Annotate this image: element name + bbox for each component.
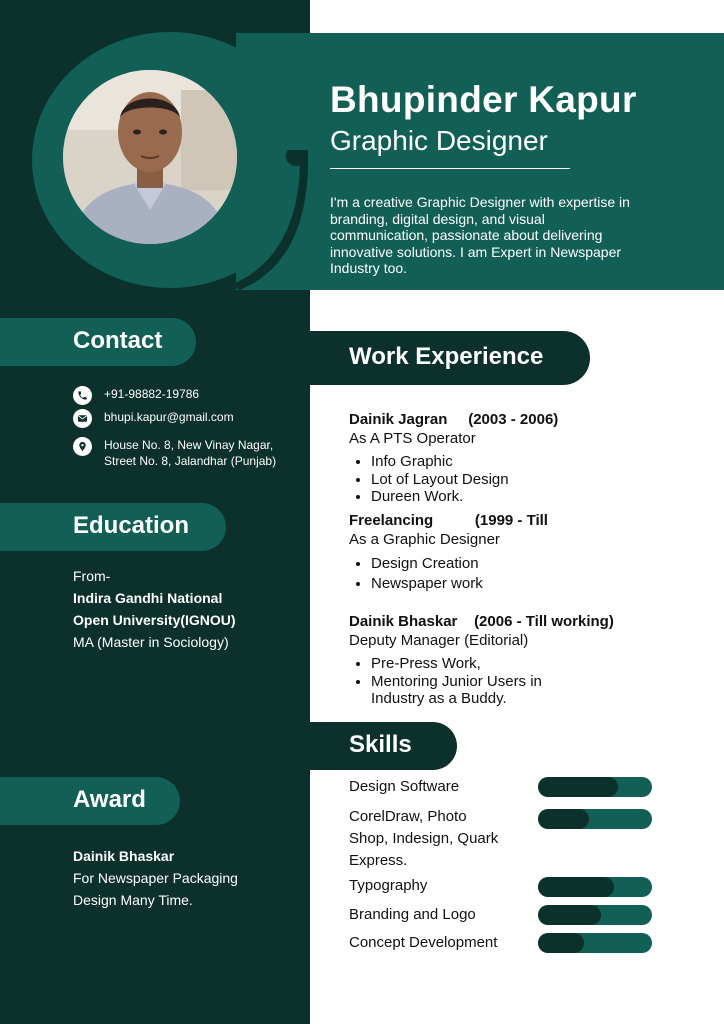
contact-phone-row — [73, 386, 199, 405]
skill-label: Branding and Logo — [349, 906, 476, 923]
skill-label: Concept Development — [349, 934, 498, 951]
job-period: (2003 - 2006) — [468, 411, 559, 428]
university-line-2: Open University(IGNOU) — [73, 612, 236, 628]
decorative-swoosh — [230, 150, 310, 290]
education-block — [73, 565, 236, 653]
duty-item: • Design Creation — [371, 554, 548, 574]
skill-bar — [538, 877, 652, 897]
job-entry — [349, 411, 558, 506]
location-pin-icon — [73, 437, 92, 456]
skill-bar — [538, 809, 652, 829]
duty-item: • Dureen Work. — [371, 488, 558, 506]
job-entry — [349, 613, 614, 708]
job-entry — [349, 512, 548, 594]
job-duties — [349, 655, 591, 708]
job-role: As a Graphic Designer — [349, 531, 500, 548]
duty-item: • Mentoring Junior Users in Industry as a Buddy. — [371, 673, 591, 708]
address-line-2: Street No. 8, Jalandhar (Punjab) — [104, 454, 277, 468]
job-period: (1999 - Till — [474, 512, 548, 529]
profile-photo — [63, 70, 237, 244]
job-company: Dainik Bhaskar — [349, 613, 458, 630]
duty-item: • Lot of Layout Design — [371, 471, 558, 489]
skill-bar-fill — [538, 933, 584, 953]
skill-bar — [538, 933, 652, 953]
phone-icon — [73, 386, 92, 405]
duty-item: • Info Graphic — [371, 453, 558, 471]
duty-item: • Pre-Press Work, — [371, 655, 591, 673]
job-company: Dainik Jagran — [349, 411, 448, 428]
skills-heading-pill — [310, 722, 457, 770]
contact-heading-pill — [0, 318, 196, 366]
contact-address — [104, 437, 276, 469]
award-heading-pill — [0, 777, 180, 825]
work-heading-pill — [310, 331, 590, 385]
email-icon — [73, 409, 92, 428]
duty-item: • Newspaper work — [371, 574, 548, 594]
skill-bar — [538, 905, 652, 925]
university-line-1: Indira Gandhi National — [73, 590, 223, 606]
contact-address-row — [73, 437, 276, 469]
title-divider — [330, 168, 570, 169]
education-heading-pill — [0, 503, 226, 551]
degree: MA (Master in Sociology) — [73, 634, 229, 650]
job-title: Graphic Designer — [330, 125, 548, 156]
award-line-1: For Newspaper Packaging — [73, 870, 238, 886]
contact-heading: Contact — [73, 327, 163, 354]
contact-email[interactable]: bhupi.kapur@gmail.com — [104, 410, 234, 424]
award-block — [73, 845, 238, 911]
contact-email-row — [73, 409, 234, 428]
skill-bar-fill — [538, 777, 618, 797]
skill-label: CorelDraw, Photo Shop, Indesign, Quark Express. — [349, 808, 499, 869]
education-from: From- — [73, 568, 111, 584]
address-line-1: House No. 8, New Vinay Nagar, — [104, 438, 274, 452]
job-role: As A PTS Operator — [349, 430, 476, 447]
job-duties — [349, 453, 558, 506]
person-name: Bhupinder Kapur — [330, 79, 637, 120]
skill-label: Typography — [349, 877, 428, 894]
skill-bar-fill — [538, 809, 589, 829]
award-heading: Award — [73, 786, 146, 813]
work-heading: Work Experience — [349, 343, 544, 370]
award-org: Dainik Bhaskar — [73, 848, 175, 864]
job-company: Freelancing — [349, 512, 434, 529]
education-heading: Education — [73, 512, 190, 539]
job-duties — [349, 554, 548, 594]
skill-bar — [538, 777, 652, 797]
skills-heading: Skills — [349, 731, 412, 758]
award-line-2: Design Many Time. — [73, 892, 193, 908]
skill-label: Design Software — [349, 778, 460, 795]
skill-bar-fill — [538, 905, 601, 925]
job-role: Deputy Manager (Editorial) — [349, 632, 529, 649]
about-text: I'm a creative Graphic Designer with expertise in branding, digital design, and visual communication, passionate about delivering innovative solutions. I am Expert in Newspaper Industry too. — [330, 194, 630, 276]
skill-bar-fill — [538, 877, 614, 897]
job-period: (2006 - Till working) — [474, 613, 614, 630]
contact-phone[interactable]: +91-98882-19786 — [104, 387, 200, 401]
